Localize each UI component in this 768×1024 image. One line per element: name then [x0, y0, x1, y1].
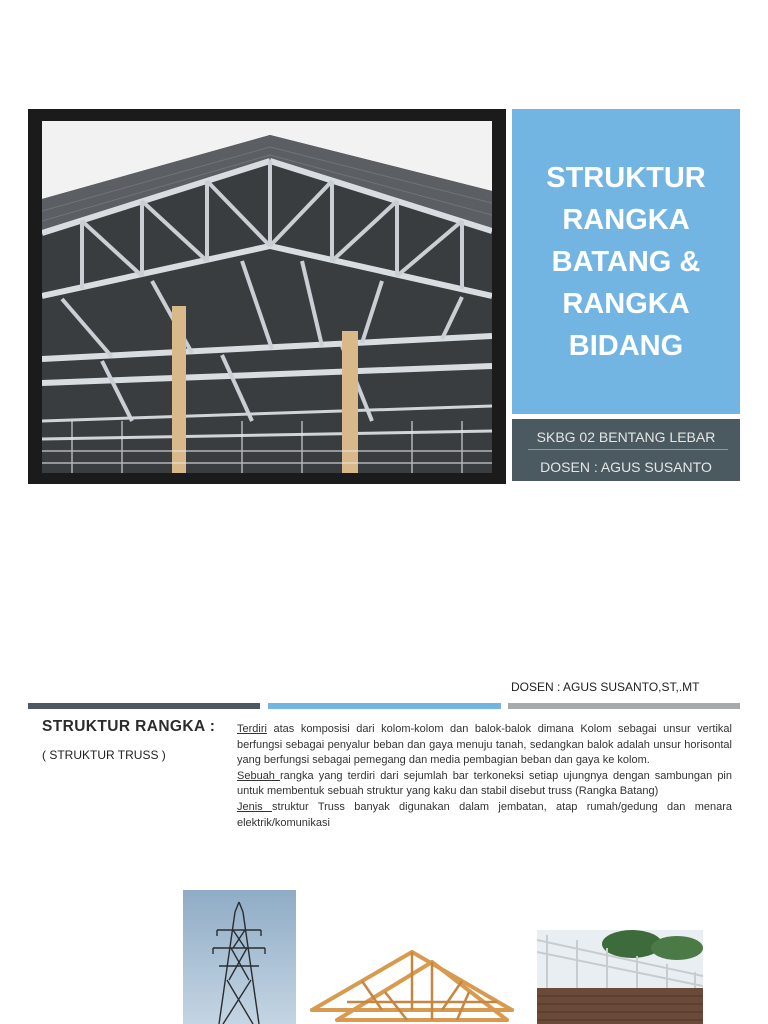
steel-truss-roof-illustration [42, 121, 492, 473]
truss-roof-photo-frame [28, 109, 506, 484]
accent-bar-gray [508, 703, 740, 709]
paragraph-usage-text: struktur Truss banyak digunakan dalam jembatan, atap rumah/gedung dan menara elektrik/komunikasi [237, 800, 732, 829]
paragraph-truss-text: rangka yang terdiri dari sejumlah bar terkoneksi setiap ujungnya dengan sambungan pin untuk membentuk sebuah struktur yang kaku dan stabil disebut truss (Rangka Batang) [237, 769, 732, 798]
paragraph-truss [237, 769, 732, 800]
course-info-divider [528, 449, 728, 450]
roof-construction-illustration [537, 930, 703, 1024]
transmission-tower-photo [183, 890, 296, 1024]
accent-bar-blue [268, 703, 501, 709]
section-subheading: ( STRUKTUR TRUSS ) [42, 748, 166, 762]
section-heading: STRUKTUR RANGKA : [42, 718, 216, 735]
timber-roof-truss-photo [307, 940, 517, 1024]
paragraph-usage [237, 800, 732, 831]
transmission-tower-illustration [183, 890, 296, 1024]
course-name: SKBG 02 BENTANG LEBAR [536, 429, 716, 445]
accent-bar-dark [28, 703, 260, 709]
paragraph-definition [237, 722, 732, 769]
timber-roof-truss-illustration [307, 940, 517, 1024]
slide-title: STRUKTUR RANGKA BATANG & RANGKA BIDANG [546, 161, 706, 362]
slide2-lecturer: DOSEN : AGUS SUSANTO,ST,.MT [511, 680, 700, 694]
roof-construction-site-photo [537, 930, 703, 1024]
paragraph-definition-lead: Terdiri [237, 723, 267, 735]
course-info-box [512, 419, 740, 481]
title-box [512, 109, 740, 414]
paragraph-usage-lead: Jenis [237, 800, 273, 813]
paragraph-truss-lead: Sebuah [237, 769, 280, 782]
paragraph-definition-text: atas komposisi dari kolom-kolom dan balok-balok dimana Kolom sebagai unsur vertikal berfungsi sebagai penyalur beban dan gaya menuju tanah, sedangkan balok adalah unsur horisontal yang berfungsi sebagai pemegang dan media pembagian beban dan gaya ke kolom. [237, 723, 732, 767]
truss-roof-photo [42, 121, 492, 473]
lecturer-name: DOSEN : AGUS SUSANTO [540, 459, 712, 475]
body-text [237, 722, 732, 831]
